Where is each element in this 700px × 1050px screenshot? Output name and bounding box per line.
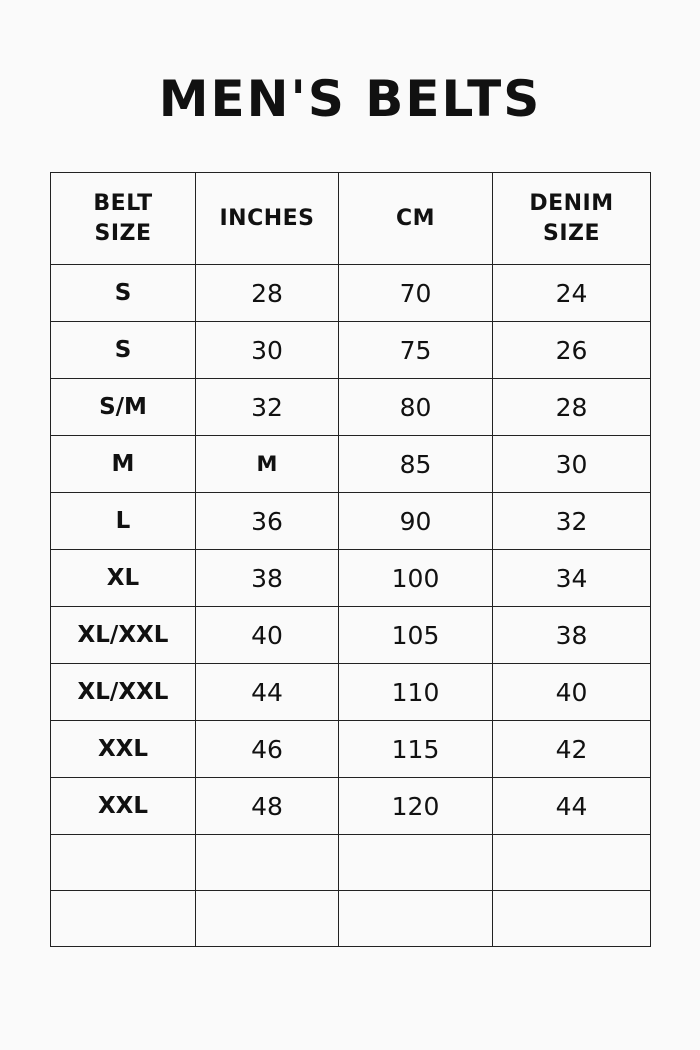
header-denim-size-line-2: SIZE [542,220,600,246]
belt-size-cell: L [51,493,196,550]
cm-cell: 75 [339,322,493,379]
empty-cell [51,891,196,947]
belt-size-cell: S [51,322,196,379]
cm-cell: 115 [339,721,493,778]
empty-cell [196,891,339,947]
belt-size-cell: XL/XXL [51,664,196,721]
inches-cell: 32 [196,379,339,436]
table-header-row [51,173,651,265]
cm-cell: 85 [339,436,493,493]
cm-cell: 80 [339,379,493,436]
denim-size-cell: 32 [493,493,651,550]
belt-size-cell: S/M [51,379,196,436]
belt-size-cell: S [51,265,196,322]
inches-cell: 28 [196,265,339,322]
empty-cell [339,835,493,891]
inches-cell: 44 [196,664,339,721]
header-belt-size [51,173,196,265]
denim-size-cell: 26 [493,322,651,379]
belt-size-cell: XL [51,550,196,607]
belt-size-cell: XL/XXL [51,607,196,664]
page-title: MEN'S BELTS [158,70,542,128]
table-row [51,778,651,835]
table-row [51,493,651,550]
header-inches-label: INCHES [219,205,315,231]
empty-cell [196,835,339,891]
empty-cell [493,891,651,947]
cm-cell: 70 [339,265,493,322]
inches-cell: 40 [196,607,339,664]
header-denim-size-line-1: DENIM [529,190,614,216]
table-row [51,379,651,436]
cm-cell: 105 [339,607,493,664]
header-denim-size [493,173,651,265]
belt-size-cell: XXL [51,778,196,835]
table-row [51,607,651,664]
cm-cell: 90 [339,493,493,550]
belt-size-table [50,172,651,947]
cm-cell: 120 [339,778,493,835]
denim-size-cell: 38 [493,607,651,664]
header-belt-size-line-2: SIZE [94,220,152,246]
table-row [51,550,651,607]
header-inches [196,173,339,265]
table-row [51,436,651,493]
denim-size-cell: 40 [493,664,651,721]
inches-cell: 30 [196,322,339,379]
table-row [51,664,651,721]
header-cm-label: CM [395,205,436,231]
denim-size-cell: 34 [493,550,651,607]
inches-cell: 38 [196,550,339,607]
inches-cell: M [196,436,339,493]
cm-cell: 100 [339,550,493,607]
denim-size-cell: 28 [493,379,651,436]
table-row [51,322,651,379]
table-row [51,721,651,778]
header-cm [339,173,493,265]
denim-size-cell: 30 [493,436,651,493]
inches-cell: 48 [196,778,339,835]
empty-cell [51,835,196,891]
denim-size-cell: 24 [493,265,651,322]
denim-size-cell: 42 [493,721,651,778]
table-body [51,265,651,947]
inches-cell: 36 [196,493,339,550]
denim-size-cell: 44 [493,778,651,835]
belt-size-cell: M [51,436,196,493]
cm-cell: 110 [339,664,493,721]
empty-table-row [51,891,651,947]
empty-table-row [51,835,651,891]
table-row [51,265,651,322]
empty-cell [493,835,651,891]
empty-cell [339,891,493,947]
belt-size-cell: XXL [51,721,196,778]
inches-cell: 46 [196,721,339,778]
header-belt-size-line-1: BELT [93,190,153,216]
